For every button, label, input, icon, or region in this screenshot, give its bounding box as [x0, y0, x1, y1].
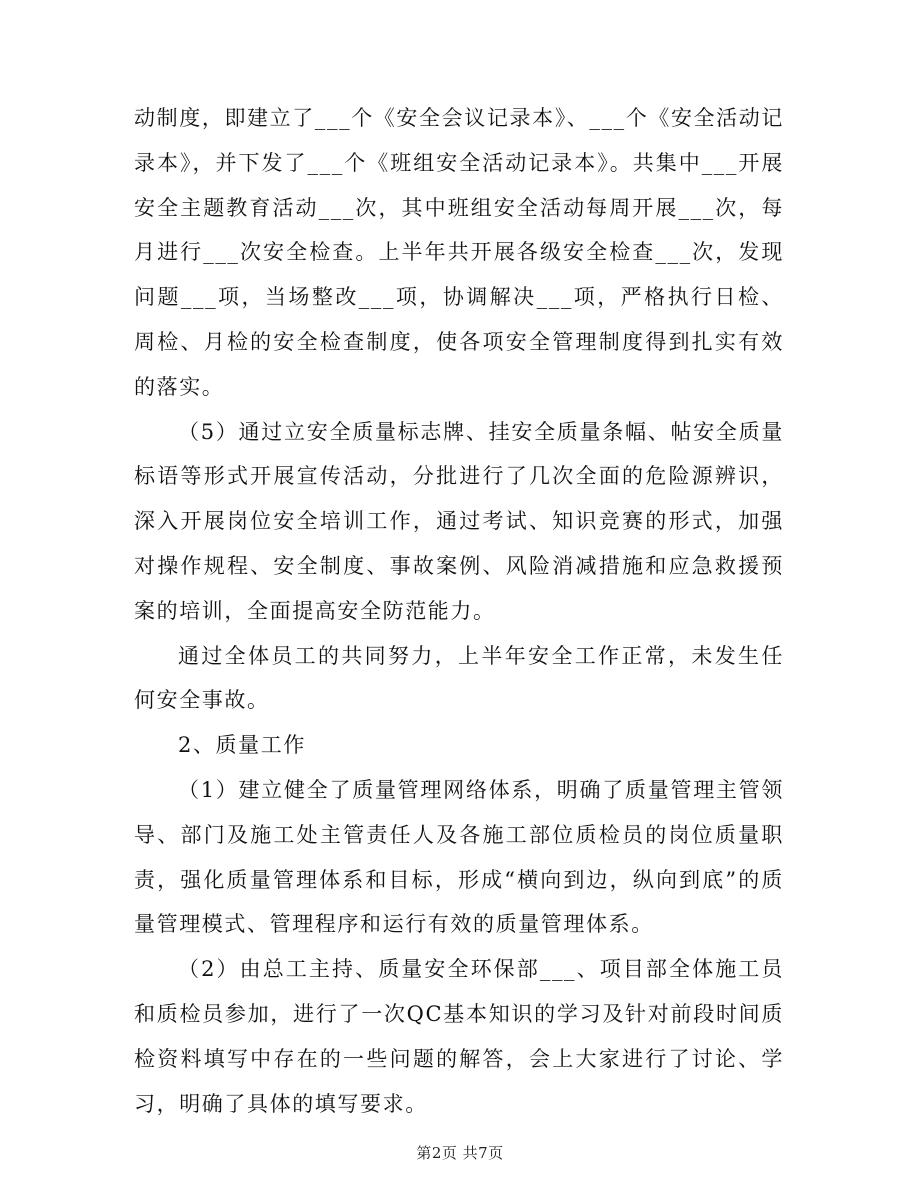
page-number-footer: 第2页 共7页 — [416, 1144, 504, 1162]
paragraph-quality-system: （1）建立健全了质量管理网络体系，明确了质量管理主管领导、部门及施工处主管责任人及各施工部位质检员的岗位质量职责，强化质量管理体系和目标，形成“横向到边，纵向到底”的质量管理模式、管理程序和运行有效的质量管理体系。 — [134, 777, 784, 937]
paragraph-safety-summary: 通过全体员工的共同努力，上半年安全工作正常，未发生任何安全事故。 — [134, 643, 784, 713]
document-body — [134, 96, 784, 1126]
section-heading-quality-work: 2、质量工作 — [178, 733, 306, 758]
paragraph-safety-publicity: （5）通过立安全质量标志牌、挂安全质量条幅、帖安全质量标语等形式开展宣传活动，分批进行了几次全面的危险源辨识，深入开展岗位安全培训工作，通过考试、知识竞赛的形式，加强对操作规程、安全制度、事故案例、风险消减措施和应急救援预案的培训，全面提高安全防范能力。 — [134, 419, 784, 623]
paragraph-safety-records: 动制度，即建立了___个《安全会议记录本》、___个《安全活动记录本》，并下发了___个《班组安全活动记录本》。共集中___开展安全主题教育活动___次，其中班组安全活动每周开展___次，每月进行___次安全检查。上半年共开展各级安全检查___次，发现问题___项，当场整改___项，协调解决___项，严格执行日检、周检、月检的安全检查制度，使各项安全管理制度得到扎实有效的落实。 — [134, 106, 784, 399]
paragraph-qc-training: （2）由总工主持、质量安全环保部___、项目部全体施工员和质检员参加，进行了一次QC基本知识的学习及针对前段时间质检资料填写中存在的一些问题的解答，会上大家进行了讨论、学习，明确了具体的填写要求。 — [134, 957, 784, 1116]
